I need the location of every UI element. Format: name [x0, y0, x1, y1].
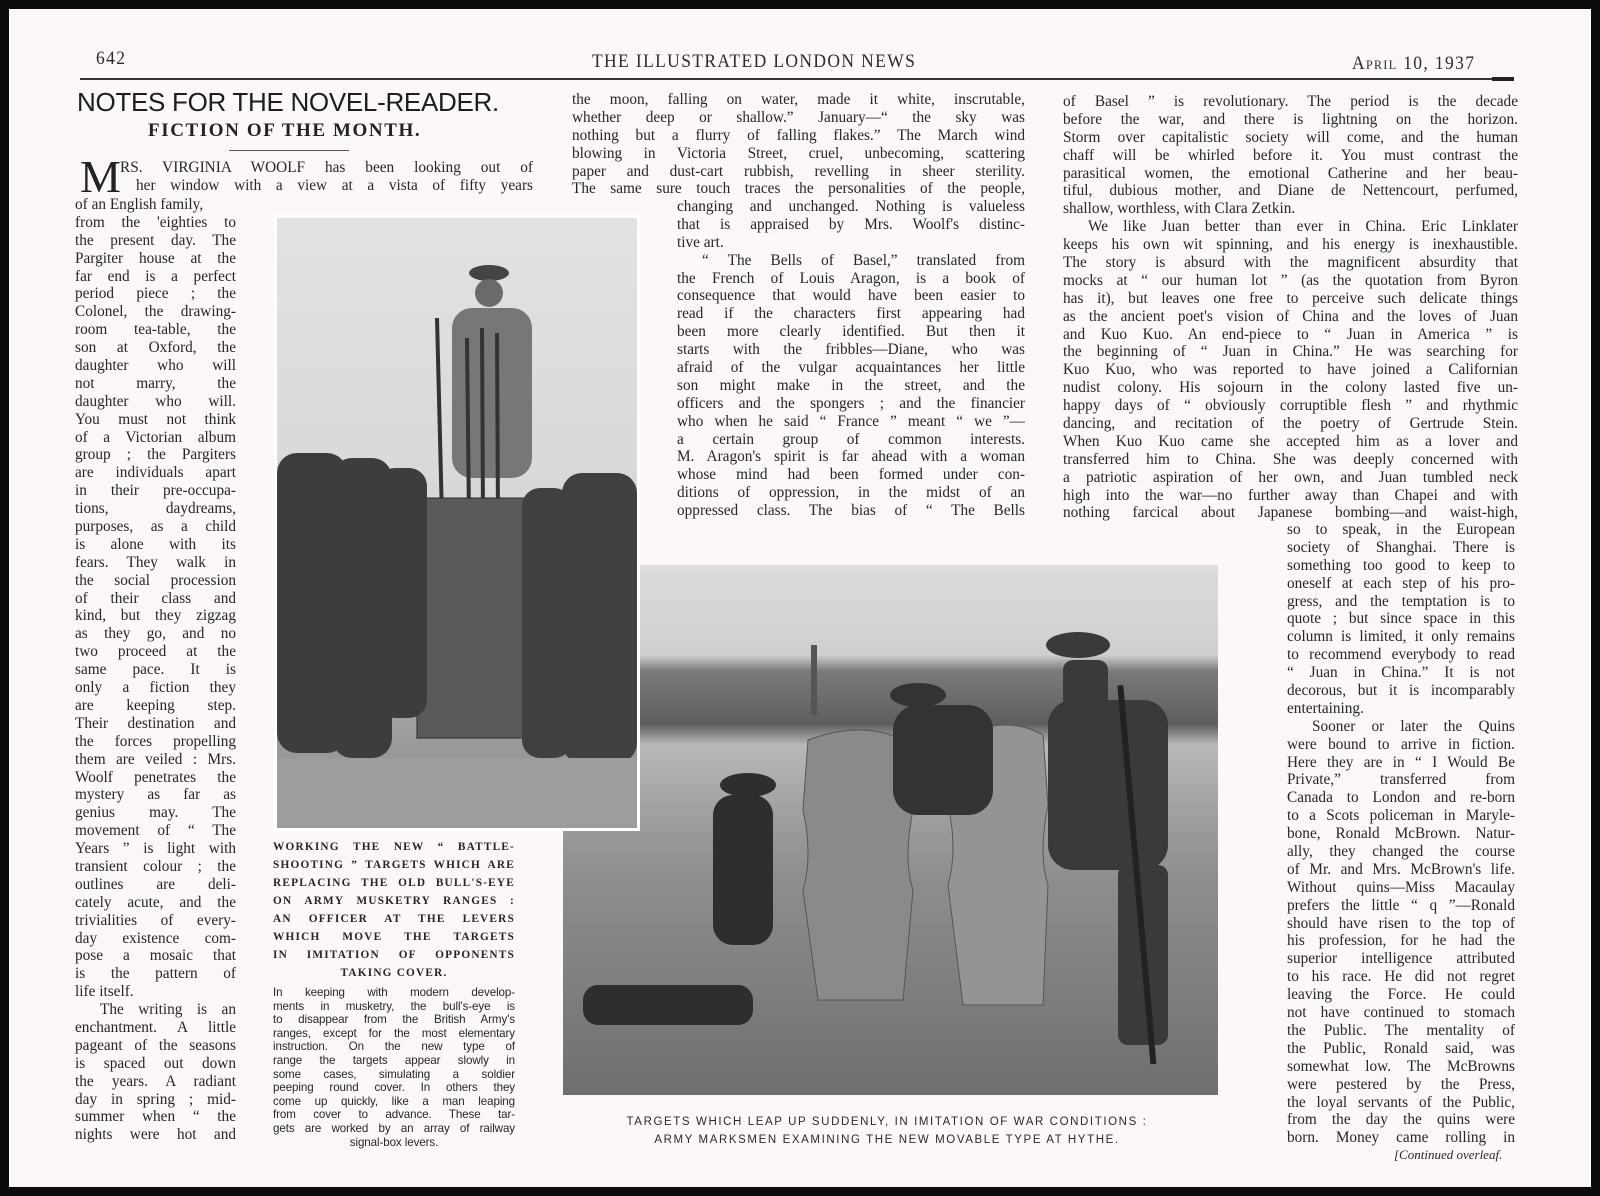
text-line: RS. VIRGINIA WOOLF has been looking out of: [120, 159, 533, 176]
text-line: ditions of oppression, in the midst of an: [677, 484, 1025, 502]
text-line: is the pattern of: [75, 965, 236, 983]
text-line: daughter who will.: [75, 392, 236, 410]
text-line: some cases, simulating a soldier: [273, 1067, 515, 1081]
text-line: Pargiter house at the: [75, 249, 236, 267]
text-line: gress, and the temptation is to: [1287, 592, 1515, 610]
text-line: are keeping step.: [75, 696, 236, 714]
text-line: keeps his own wit spinning, and his energy is inexhaustible.: [1063, 236, 1518, 254]
text-line: M. Aragon's spirit is far ahead with a woman: [677, 448, 1025, 466]
column-3: [1287, 521, 1515, 1147]
photo-officer-levers: [274, 215, 640, 831]
text-line: starts with the fribbles—Diane, who was: [677, 341, 1025, 359]
text-line: were pestered by the Press,: [1287, 1075, 1515, 1093]
text-line: room tea-table, the: [75, 321, 236, 339]
text-line: pose a mosaic that: [75, 947, 236, 965]
text-line: as they go, and no: [75, 625, 236, 643]
text-line: son at Oxford, the: [75, 339, 236, 357]
text-line: The same sure touch traces the personalities of the people,: [572, 180, 1025, 198]
text-line: to his race. He did not regret: [1287, 968, 1515, 986]
text-line: her window with a view at a vista of fifty years: [136, 177, 533, 194]
text-line: before the war, and there is lightning on the horizon.: [1063, 110, 1518, 128]
text-line: kind, but they zigzag: [75, 607, 236, 625]
text-line: fears. They walk in: [75, 553, 236, 571]
text-line: cately acute, and the: [75, 893, 236, 911]
text-line: from the day the quins were: [1287, 1111, 1515, 1129]
text-line: column is limited, it only remains: [1287, 628, 1515, 646]
text-line: of a Victorian album: [75, 428, 236, 446]
text-line: instruction. On the new type of: [273, 1040, 515, 1054]
text-line: leaving the Force. He could: [1287, 986, 1515, 1004]
text-line: The writing is an: [100, 1001, 236, 1019]
text-line: his profession, for he had the: [1287, 932, 1515, 950]
page-number: 642: [96, 48, 127, 69]
column-2: [677, 198, 1025, 520]
text-line: superior intelligence attributed: [1287, 950, 1515, 968]
text-line: that is appraised by Mrs. Woolf's distinc-: [677, 215, 1025, 233]
text-line: transferred him to China. She was deeply concerned with: [1063, 450, 1518, 468]
gravel-ground: [277, 758, 637, 828]
text-line: the forces propelling: [75, 732, 236, 750]
text-line: mocks at “ our human lot ” (as the quotation from Byron: [1063, 271, 1518, 289]
text-line: mystery as far as: [75, 786, 236, 804]
text-line: afraid of the vulgar acquaintances her little: [677, 359, 1025, 377]
text-line: to a Scots policeman in Maryle-: [1287, 807, 1515, 825]
text-line: ally, they changed the course: [1287, 843, 1515, 861]
text-line: prefers the little “ q ”—Ronald: [1287, 896, 1515, 914]
text-line: purposes, as a child: [75, 518, 236, 536]
text-line: changing and unchanged. Nothing is valueless: [677, 198, 1025, 215]
text-line: blowing in Victoria Street, cruel, unbecoming, scattering: [572, 144, 1025, 162]
text-line: oneself at each step of his pro-: [1287, 574, 1515, 592]
text-line: son might make in the street, and the: [677, 376, 1025, 394]
headline-divider: [229, 150, 349, 151]
text-line: range the targets appear slowly in: [273, 1053, 515, 1067]
text-line: When Kuo Kuo came she accepted him as a lover and: [1063, 432, 1518, 450]
text-line: WHICH MOVE THE TARGETS: [273, 931, 515, 943]
text-line: from cover to advance. These tar-: [273, 1108, 515, 1122]
intro-line-1: [120, 159, 533, 177]
text-line: ON ARMY MUSKETRY RANGES :: [273, 895, 515, 907]
text-line: Storm over capitalistic society will come, and the human: [1063, 128, 1518, 146]
text-line: the present day. The: [75, 231, 236, 249]
text-line: a certain group of common interests.: [677, 430, 1025, 448]
text-line: shallow, worthless, with Clara Zetkin.: [1063, 200, 1296, 218]
text-line: the moon, falling on water, made it white, inscrutable,: [572, 91, 1025, 108]
text-line: summer when “ the: [75, 1108, 236, 1126]
text-line: paper and dust-cart rubbish, revelling in sheer sterility.: [572, 162, 1025, 180]
photo1-caption-title: [273, 838, 515, 982]
text-line: TAKING COVER.: [340, 967, 448, 979]
text-line: to disappear from the British Army's: [273, 1013, 515, 1027]
photo1-caption-body: [273, 986, 515, 1149]
text-line: WORKING THE NEW “ BATTLE-: [273, 841, 515, 853]
headline: NOTES FOR THE NOVEL-READER.: [77, 87, 499, 117]
text-line: of Basel ” is revolutionary. The period is the decade: [1063, 93, 1518, 110]
text-line: nothing but a flurry of falling flakes.” The March wind: [572, 126, 1025, 144]
text-line: come up quickly, like a man leaping: [273, 1094, 515, 1108]
text-line: “ Juan in China.” It is not: [1287, 664, 1515, 682]
text-line: nights were hot and: [75, 1126, 236, 1144]
text-line: the years. A radiant: [75, 1072, 236, 1090]
photo2-caption: [572, 1113, 1202, 1149]
text-line: of Mr. and Mrs. McBrown's life.: [1287, 860, 1515, 878]
text-line: transient colour ; the: [75, 857, 236, 875]
subheadline: FICTION OF THE MONTH.: [148, 120, 422, 141]
text-line: only a fiction they: [75, 679, 236, 697]
text-line: somewhat low. The McBrowns: [1287, 1057, 1515, 1075]
text-line: day in spring ; mid-: [75, 1090, 236, 1108]
drop-cap: M: [80, 151, 121, 202]
text-line: happy days of “ obviously corruptible flesh ” and rhythmic: [1063, 397, 1518, 415]
text-line: to recommend everybody to read: [1287, 646, 1515, 664]
text-line: Sooner or later the Quins: [1312, 717, 1515, 735]
text-line: chaff will be whirled before it. You must contrast the: [1063, 146, 1518, 164]
text-line: IN IMITATION OF OPPONENTS: [273, 949, 515, 961]
text-line: who when he said “ France ” meant “ we ”—: [677, 412, 1025, 430]
masthead-rule: [80, 78, 1512, 80]
text-line: “ The Bells of Basel,” translated from: [702, 251, 1025, 269]
text-line: the loyal servants of the Public,: [1287, 1093, 1515, 1111]
text-line: high into the war—no further away than Chapei and with: [1063, 486, 1518, 504]
text-line: two proceed at the: [75, 643, 236, 661]
text-line: as the ancient poet's vision of China and the loves of Juan: [1063, 307, 1518, 325]
lever-frame: [417, 498, 537, 738]
continued-note: [Continued overleaf.: [1394, 1147, 1503, 1162]
text-line: ranges, except for the most elementary: [273, 1026, 515, 1040]
text-line: born. Money came rolling in: [1287, 1129, 1515, 1147]
text-line: something too good to keep to: [1287, 556, 1515, 574]
text-line: the social procession: [75, 571, 236, 589]
text-line: The story is absurd with the magnificent absurdity that: [1063, 254, 1518, 272]
text-line: in their pre-occupa-: [75, 482, 236, 500]
issue-date: April 10, 1937: [1352, 53, 1476, 74]
text-line: REPLACING THE OLD BULL'S-EYE: [273, 877, 515, 889]
text-line: a patriotic aspiration of her own, and Juan tumbled neck: [1063, 468, 1518, 486]
text-line: whose mind had been formed under con-: [677, 466, 1025, 484]
text-line: Colonel, the drawing-: [75, 303, 236, 321]
intro-line-2: [136, 177, 533, 195]
text-line: parasitical women, the emotional Catherine and her beau-: [1063, 164, 1518, 182]
text-line: daughter who will: [75, 357, 236, 375]
column-2-top: [572, 91, 1025, 198]
text-line: nudist colony. His sojourn in the colony lasted five un-: [1063, 379, 1518, 397]
text-line: has it), but leaves one free to perceive such delicate things: [1063, 289, 1518, 307]
text-line: day existence com-: [75, 929, 236, 947]
text-line: dancing, and recitation of the poetry of Gertrude Stein.: [1063, 415, 1518, 433]
soldiers-group-left: [277, 453, 427, 758]
text-line: Years ” is light with: [75, 840, 236, 858]
text-line: been more clearly identified. But then it: [677, 323, 1025, 341]
text-line: Their destination and: [75, 714, 236, 732]
publication-title: THE ILLUSTRATED LONDON NEWS: [592, 51, 917, 72]
text-line: genius may. The: [75, 804, 236, 822]
column-3-top: [1063, 93, 1518, 522]
photo-marksmen-targets: [563, 565, 1218, 1095]
text-line: the French of Louis Aragon, is a book of: [677, 269, 1025, 287]
text-line: outlines are deli-: [75, 875, 236, 893]
text-line: tions, daydreams,: [75, 500, 236, 518]
text-line: whether deep or shallow.” January—“ the sky was: [572, 108, 1025, 126]
text-line: the Public, Ronald said, was: [1287, 1039, 1515, 1057]
text-line: life itself.: [75, 983, 134, 1001]
text-line: SHOOTING ” TARGETS WHICH ARE: [273, 859, 515, 871]
text-line: is spaced out down: [75, 1054, 236, 1072]
text-line: are individuals apart: [75, 464, 236, 482]
text-line: far end is a perfect: [75, 267, 236, 285]
text-line: is alone with its: [75, 535, 236, 553]
text-line: of their class and: [75, 589, 236, 607]
text-line: same pace. It is: [75, 661, 236, 679]
text-line: from the 'eighties to: [75, 213, 236, 231]
newspaper-page: [9, 9, 1591, 1187]
text-line: You must not think: [75, 410, 236, 428]
text-line: not have continued to stomach: [1287, 1004, 1515, 1022]
text-line: decorous, but it is incomparably: [1287, 682, 1515, 700]
text-line: AN OFFICER AT THE LEVERS: [273, 913, 515, 925]
text-line: were bound to arrive in fiction.: [1287, 735, 1515, 753]
text-line: Kuo Kuo, who was reported to have joined a Californian: [1063, 361, 1518, 379]
text-line: Without quins—Miss Macaulay: [1287, 878, 1515, 896]
text-line: pageant of the seasons: [75, 1036, 236, 1054]
text-line: Here they are in “ I Would Be: [1287, 753, 1515, 771]
text-line: oppressed class. The bias of “ The Bells: [677, 502, 1025, 520]
text-line: consequence that would have been easier to: [677, 287, 1025, 305]
text-line: In keeping with modern develop-: [273, 986, 515, 999]
text-line: not marry, the: [75, 374, 236, 392]
text-line: We like Juan better than ever in China. Eric Linklater: [1088, 218, 1518, 236]
soldiers-group-right: [522, 473, 637, 763]
text-line: Canada to London and re-born: [1287, 789, 1515, 807]
text-line: officers and the spongers ; and the financier: [677, 394, 1025, 412]
text-line: of an English family,: [75, 196, 204, 213]
text-line: quote ; but since space in this: [1287, 610, 1515, 628]
text-line: them are veiled : Mrs.: [75, 750, 236, 768]
text-line: should have risen to the top of: [1287, 914, 1515, 932]
text-line: peeping round cover. In others they: [273, 1081, 515, 1095]
text-line: and Kuo Kuo. An end-piece to “ Juan in America ” is: [1063, 325, 1518, 343]
text-line: bone, Ronald McBrown. Natur-: [1287, 825, 1515, 843]
text-line: read if the characters first appearing had: [677, 305, 1025, 323]
text-line: the beginning of “ Juan in China.” He was searching for: [1063, 343, 1518, 361]
text-line: entertaining.: [1287, 699, 1364, 717]
text-line: trivialities of every-: [75, 911, 236, 929]
text-line: signal-box levers.: [349, 1135, 439, 1149]
caption-line: TARGETS WHICH LEAP UP SUDDENLY, IN IMITATION OF WAR CONDITIONS :: [626, 1116, 1148, 1128]
text-line: movement of “ The: [75, 822, 236, 840]
text-line: ments in musketry, the bull's-eye is: [273, 999, 515, 1013]
text-line: tive art.: [677, 233, 724, 251]
column-1: [75, 196, 236, 1144]
text-line: gets are worked by an array of railway: [273, 1121, 515, 1135]
text-line: tiful, dubious mother, and Diane de Nettencourt, perfumed,: [1063, 182, 1518, 200]
text-line: Woolf penetrates the: [75, 768, 236, 786]
text-line: society of Shanghai. There is: [1287, 538, 1515, 556]
text-line: nothing farcical about Japanese bombing—and waist-high,: [1063, 504, 1518, 522]
text-line: Private,” transferred from: [1287, 771, 1515, 789]
distant-chimney: [811, 645, 817, 715]
text-line: the Public. The mentality of: [1287, 1021, 1515, 1039]
text-line: enchantment. A little: [75, 1018, 236, 1036]
text-line: so to speak, in the European: [1287, 521, 1515, 538]
text-line: period piece ; the: [75, 285, 236, 303]
text-line: group ; the Pargiters: [75, 446, 236, 464]
caption-line: ARMY MARKSMEN EXAMINING THE NEW MOVABLE TYPE AT HYTHE.: [654, 1134, 1120, 1146]
